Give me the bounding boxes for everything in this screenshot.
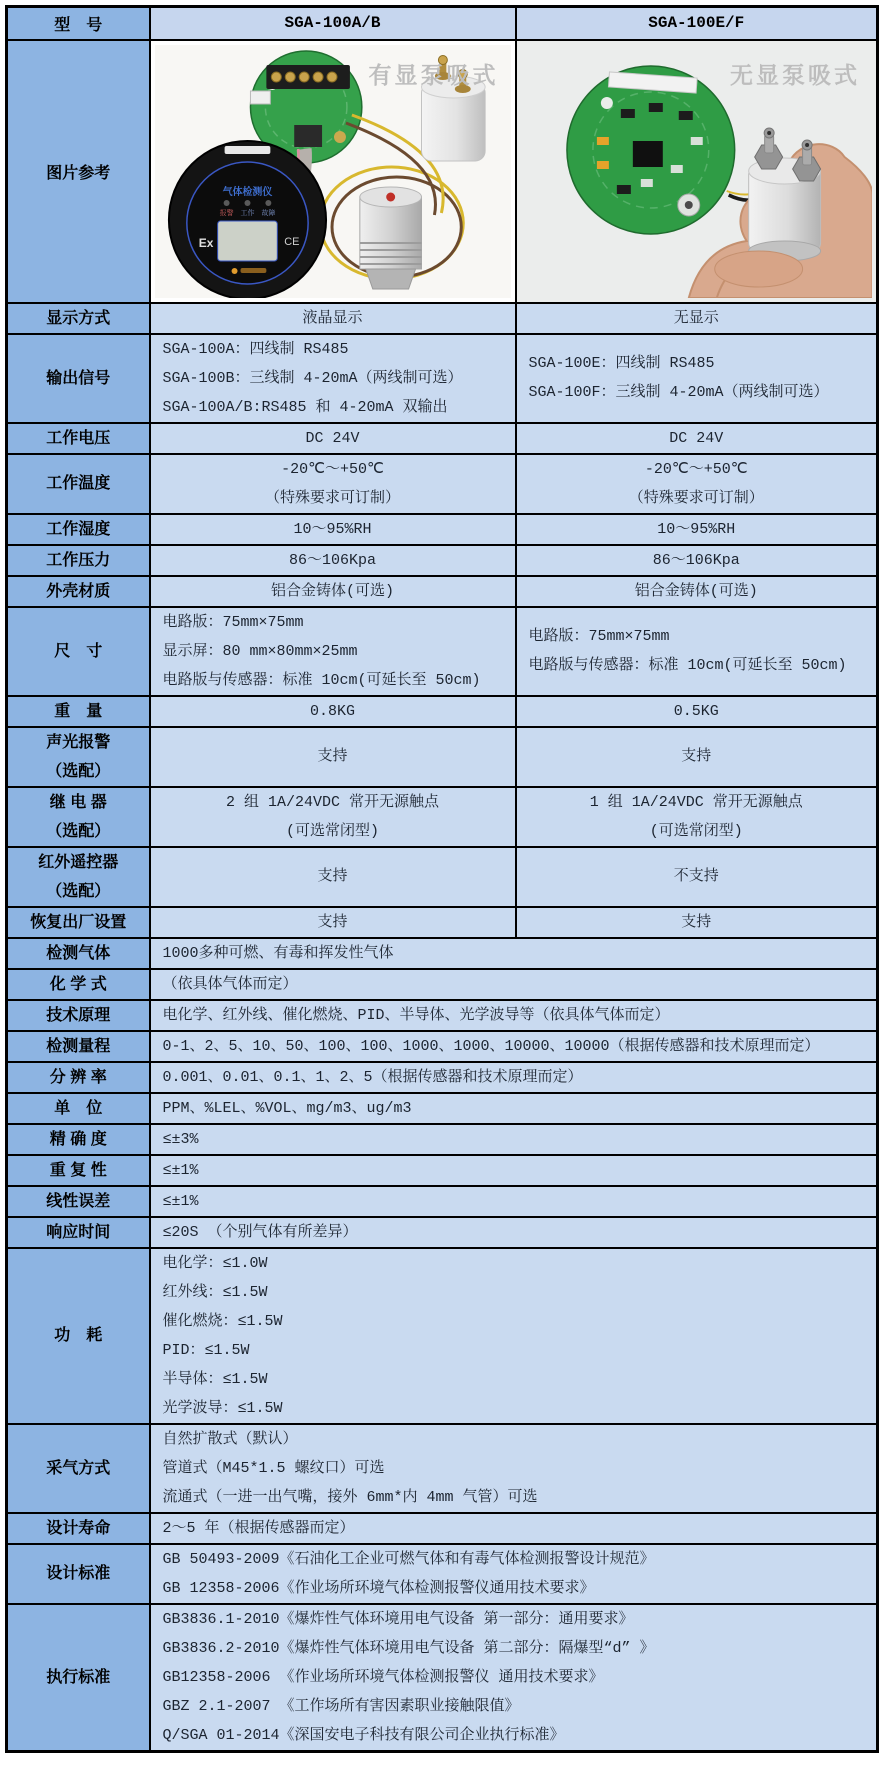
row-linearity-error xyxy=(7,1186,878,1217)
spec-value-line: 显示屏：80 mm×80mm×25mm xyxy=(162,642,358,660)
cell-shell-material-a xyxy=(150,576,516,607)
spec-value-line: ≤±1% xyxy=(162,1192,199,1210)
cell-relay-b xyxy=(516,787,878,847)
spec-value-line: SGA-100E：四线制 RS485 xyxy=(528,355,715,372)
row-label-line: 设计寿命 xyxy=(46,1519,111,1537)
row-display-mode xyxy=(7,303,878,334)
row-label-working-pressure xyxy=(7,545,150,576)
row-label-working-voltage xyxy=(7,423,150,454)
row-label-line: （选配） xyxy=(46,762,111,780)
row-label-response-time xyxy=(7,1217,150,1248)
model-row-label: 型 号 xyxy=(7,7,150,40)
ex-mark-text: Ex xyxy=(198,235,213,250)
spec-value-line: 支持 xyxy=(317,913,348,931)
watermark-right: 无显泵吸式 xyxy=(730,61,860,88)
spec-value-line: 液晶显示 xyxy=(302,309,363,327)
cell-design-standards xyxy=(150,1544,878,1604)
cell-detectable-gases xyxy=(150,938,878,969)
row-label-relay xyxy=(7,787,150,847)
row-unit xyxy=(7,1093,878,1124)
spec-value-line: GB 50493-2009《石油化工企业可燃气体和有毒气体检测报警设计规范》 xyxy=(162,1550,655,1568)
row-chemical-formula xyxy=(7,969,878,1000)
cell-shell-material-b xyxy=(516,576,878,607)
cell-output-signal-b xyxy=(516,334,878,423)
row-relay xyxy=(7,787,878,847)
cell-sound-light-alarm-a xyxy=(150,727,516,787)
row-label-repeatability xyxy=(7,1155,150,1186)
row-label-line: 恢复出厂设置 xyxy=(30,913,127,931)
cell-sampling-method xyxy=(150,1424,878,1513)
cell-resolution xyxy=(150,1062,878,1093)
row-label-working-temperature xyxy=(7,454,150,514)
cell-relay-a xyxy=(150,787,516,847)
indicator-label-alarm: 报警 xyxy=(219,209,234,217)
row-label-line: 功 耗 xyxy=(54,1327,103,1344)
spec-value-line: 2～5 年（根据传感器而定） xyxy=(162,1519,355,1537)
spec-value-line: 电路版与传感器：标准 10cm(可延长至 50cm) xyxy=(528,657,847,674)
spec-value-line: 1000多种可燃、有毒和挥发性气体 xyxy=(162,944,394,962)
row-label-line: 工作湿度 xyxy=(46,520,111,538)
row-resolution xyxy=(7,1062,878,1093)
spec-value-line: GB3836.2-2010《爆炸性气体环境用电气设备 第二部分：隔爆型“d” 》 xyxy=(162,1639,655,1657)
row-label-power-consumption xyxy=(7,1248,150,1424)
row-label-resolution xyxy=(7,1062,150,1093)
spec-value-line: DC 24V xyxy=(669,429,724,447)
photo-row xyxy=(7,40,878,303)
row-label-design-standards xyxy=(7,1544,150,1604)
cell-power-consumption xyxy=(150,1248,878,1424)
row-label-factory-reset xyxy=(7,907,150,938)
row-label-display-mode xyxy=(7,303,150,334)
indicator-label-fault: 故障 xyxy=(260,209,275,217)
spec-value-line: 自然扩散式（默认） xyxy=(162,1430,298,1448)
spec-value-line: 电路版：75mm×75mm xyxy=(162,613,304,631)
cell-display-mode-a xyxy=(150,303,516,334)
spec-value-line: （特殊要求可订制） xyxy=(264,489,400,507)
row-label-line: 重 复 性 xyxy=(49,1161,107,1179)
spec-value-line: 无显示 xyxy=(673,309,719,327)
photo-row-label: 图片参考 xyxy=(7,40,150,303)
cell-accuracy xyxy=(150,1124,878,1155)
row-factory-reset xyxy=(7,907,878,938)
spec-value-line: 铝合金铸体(可选) xyxy=(634,582,758,600)
cell-working-humidity-a xyxy=(150,514,516,545)
cell-working-voltage-a xyxy=(150,423,516,454)
cell-dimensions-a xyxy=(150,607,516,696)
row-execution-standards xyxy=(7,1604,878,1752)
row-label-output-signal xyxy=(7,334,150,423)
row-label-line: 检测量程 xyxy=(46,1037,111,1055)
row-label-line: 设计标准 xyxy=(46,1565,111,1582)
spec-value-line: 不支持 xyxy=(673,868,719,885)
row-label-line: 重 量 xyxy=(54,702,103,720)
cell-sound-light-alarm-b xyxy=(516,727,878,787)
cell-working-pressure-a xyxy=(150,545,516,576)
cell-working-voltage-b xyxy=(516,423,878,454)
spec-value-line: ≤±1% xyxy=(162,1161,199,1179)
row-working-humidity xyxy=(7,514,878,545)
row-design-life xyxy=(7,1513,878,1544)
row-sampling-method xyxy=(7,1424,878,1513)
row-label-working-humidity xyxy=(7,514,150,545)
row-label-line: 工作电压 xyxy=(46,429,111,447)
spec-value-line: 流通式（一进一出气嘴，接外 6mm*内 4mm 气管）可选 xyxy=(162,1488,538,1506)
cell-ir-remote-a xyxy=(150,847,516,907)
row-label-execution-standards xyxy=(7,1604,150,1752)
spec-value-line: GB 12358-2006《作业场所环境气体检测报警仪通用技术要求》 xyxy=(162,1579,595,1597)
spec-value-line: 电化学：≤1.0W xyxy=(162,1254,268,1272)
row-label-unit xyxy=(7,1093,150,1124)
row-label-line: 输出信号 xyxy=(46,369,111,387)
pcb-board-illustration xyxy=(566,66,734,234)
spec-value-line: 支持 xyxy=(317,748,348,765)
cell-repeatability xyxy=(150,1155,878,1186)
row-working-temperature xyxy=(7,454,878,514)
spec-value-line: 支持 xyxy=(317,868,348,885)
row-label-line: 外壳材质 xyxy=(46,582,111,600)
spec-value-line: 催化燃烧：≤1.5W xyxy=(162,1312,283,1330)
spec-value-line: 电路版与传感器：标准 10cm(可延长至 50cm) xyxy=(162,671,481,689)
row-label-line: 继 电 器 xyxy=(49,793,107,811)
ce-mark-text: CE xyxy=(283,235,299,248)
spec-value-line: 0-1、2、5、10、50、100、100、1000、1000、10000、10000（根据传感器和技术原理而定） xyxy=(162,1037,820,1055)
spec-value-line: 光学波导：≤1.5W xyxy=(162,1399,283,1417)
row-label-design-life xyxy=(7,1513,150,1544)
spec-value-line: GB3836.1-2010《爆炸性气体环境用电气设备 第一部分：通用要求》 xyxy=(162,1610,634,1628)
row-label-linearity-error xyxy=(7,1186,150,1217)
spec-value-line: GB12358-2006 《作业场所环境气体检测报警仪 通用技术要求》 xyxy=(162,1668,604,1686)
spec-value-line: SGA-100B：三线制 4-20mA（两线制可选） xyxy=(162,369,463,387)
ribbed-sensor-illustration xyxy=(359,187,421,289)
spec-value-line: SGA-100F：三线制 4-20mA（两线制可选） xyxy=(528,384,829,401)
cell-working-humidity-b xyxy=(516,514,878,545)
spec-table xyxy=(5,5,879,1753)
spec-value-line: 电化学、红外线、催化燃烧、PID、半导体、光学波导等（依具体气体而定） xyxy=(162,1006,670,1024)
cell-working-temperature-a xyxy=(150,454,516,514)
row-label-line: 精 确 度 xyxy=(49,1130,107,1148)
row-label-chemical-formula xyxy=(7,969,150,1000)
row-label-line: 响应时间 xyxy=(46,1223,111,1241)
spec-value-line: 1 组 1A/24VDC 常开无源触点 xyxy=(589,793,803,811)
spec-value-line: 支持 xyxy=(681,913,712,931)
model-b-header: SGA-100E/F xyxy=(516,7,878,40)
row-label-weight xyxy=(7,696,150,727)
watermark-left: 有显泵吸式 xyxy=(368,61,499,88)
cell-response-time xyxy=(150,1217,878,1248)
row-label-ir-remote xyxy=(7,847,150,907)
spec-value-line: 支持 xyxy=(681,748,712,765)
model-a-header: SGA-100A/B xyxy=(150,7,516,40)
cell-design-life xyxy=(150,1513,878,1544)
row-dimensions xyxy=(7,607,878,696)
header-row xyxy=(7,7,878,40)
cell-weight-b xyxy=(516,696,878,727)
row-label-line: 化 学 式 xyxy=(49,975,107,993)
row-design-standards xyxy=(7,1544,878,1604)
spec-value-line: -20℃～+50℃ xyxy=(281,460,384,478)
spec-value-line: 2 组 1A/24VDC 常开无源触点 xyxy=(225,793,440,811)
spec-value-line: SGA-100A：四线制 RS485 xyxy=(162,340,349,358)
row-label-line: 红外遥控器 xyxy=(38,853,119,871)
row-label-technical-principle xyxy=(7,1000,150,1031)
spec-value-line: PPM、%LEL、%VOL、mg/m3、ug/m3 xyxy=(162,1099,412,1117)
row-label-detection-range xyxy=(7,1031,150,1062)
gauge-title-text: 气体检测仪 xyxy=(222,186,272,198)
spec-value-line: 0.001、0.01、0.1、1、2、5（根据传感器和技术原理而定） xyxy=(162,1068,583,1086)
row-output-signal xyxy=(7,334,878,423)
row-shell-material xyxy=(7,576,878,607)
cell-working-pressure-b xyxy=(516,545,878,576)
row-sound-light-alarm xyxy=(7,727,878,787)
row-detection-range xyxy=(7,1031,878,1062)
spec-value-line: (可选常闭型) xyxy=(285,822,379,840)
spec-value-line: （特殊要求可订制） xyxy=(628,489,764,507)
row-label-line: 技术原理 xyxy=(46,1006,111,1024)
row-technical-principle xyxy=(7,1000,878,1031)
row-label-shell-material xyxy=(7,576,150,607)
row-working-pressure xyxy=(7,545,878,576)
spec-value-line: 0.8KG xyxy=(309,702,355,720)
spec-value-line: 管道式（M45*1.5 螺纹口）可选 xyxy=(162,1459,385,1477)
display-gauge-illustration xyxy=(168,141,325,298)
spec-value-line: PID：≤1.5W xyxy=(162,1341,250,1359)
row-label-line: 执行标准 xyxy=(46,1668,111,1686)
cell-execution-standards xyxy=(150,1604,878,1752)
row-label-line: （选配） xyxy=(46,882,111,900)
cell-linearity-error xyxy=(150,1186,878,1217)
row-ir-remote xyxy=(7,847,878,907)
row-label-sampling-method xyxy=(7,1424,150,1513)
spec-value-line: GBZ 2.1-2007 《工作场所有害因素职业接触限值》 xyxy=(162,1697,520,1715)
row-label-line: 显示方式 xyxy=(46,309,111,327)
cell-technical-principle xyxy=(150,1000,878,1031)
cell-chemical-formula xyxy=(150,969,878,1000)
spec-value-line: 10～95%RH xyxy=(657,520,736,538)
spec-rows-body xyxy=(7,303,878,1752)
cell-output-signal-a xyxy=(150,334,516,423)
row-label-line: 尺 寸 xyxy=(54,642,103,660)
spec-value-line: (可选常闭型) xyxy=(649,822,743,840)
row-label-line: 线性误差 xyxy=(46,1192,111,1210)
cell-display-mode-b xyxy=(516,303,878,334)
row-repeatability xyxy=(7,1155,878,1186)
spec-value-line: ≤±3% xyxy=(162,1130,199,1148)
cell-factory-reset-a xyxy=(150,907,516,938)
cell-weight-a xyxy=(150,696,516,727)
spec-value-line: 半导体：≤1.5W xyxy=(162,1370,268,1388)
spec-value-line: 电路版：75mm×75mm xyxy=(528,628,670,645)
row-label-line: 分 辨 率 xyxy=(49,1068,107,1086)
spec-value-line: SGA-100A/B:RS485 和 4-20mA 双输出 xyxy=(162,398,448,416)
spec-value-line: 0.5KG xyxy=(673,702,719,720)
row-detectable-gases xyxy=(7,938,878,969)
spec-value-line: -20℃～+50℃ xyxy=(644,460,748,478)
cell-factory-reset-b xyxy=(516,907,878,938)
photo-sga-100ef xyxy=(516,40,878,303)
row-label-line: （选配） xyxy=(46,822,111,840)
row-response-time xyxy=(7,1217,878,1248)
row-label-line: 单 位 xyxy=(54,1099,103,1117)
spec-value-line: 86～106Kpa xyxy=(288,551,376,569)
cell-detection-range xyxy=(150,1031,878,1062)
row-label-dimensions xyxy=(7,607,150,696)
row-label-line: 工作压力 xyxy=(46,551,111,569)
spec-value-line: 10～95%RH xyxy=(293,520,372,538)
cell-dimensions-b xyxy=(516,607,878,696)
row-label-line: 采气方式 xyxy=(46,1459,111,1477)
row-label-line: 声光报警 xyxy=(46,733,111,751)
cell-ir-remote-b xyxy=(516,847,878,907)
spec-value-line: 红外线：≤1.5W xyxy=(162,1283,268,1301)
row-label-accuracy xyxy=(7,1124,150,1155)
indicator-label-work: 工作 xyxy=(240,209,254,217)
spec-value-line: DC 24V xyxy=(305,429,360,447)
finger-illustration xyxy=(714,251,802,287)
cell-unit xyxy=(150,1093,878,1124)
row-accuracy xyxy=(7,1124,878,1155)
row-label-line: 工作温度 xyxy=(46,475,111,492)
row-weight xyxy=(7,696,878,727)
row-working-voltage xyxy=(7,423,878,454)
row-label-sound-light-alarm xyxy=(7,727,150,787)
spec-value-line: Q/SGA 01-2014《深国安电子科技有限公司企业执行标准》 xyxy=(162,1726,565,1744)
spec-value-line: （依具体气体而定） xyxy=(162,975,298,993)
row-label-line: 检测气体 xyxy=(46,944,111,962)
spec-value-line: 铝合金铸体(可选) xyxy=(270,582,394,600)
spec-value-line: ≤20S （个别气体有所差异） xyxy=(162,1223,358,1241)
row-power-consumption xyxy=(7,1248,878,1424)
row-label-detectable-gases xyxy=(7,938,150,969)
cell-working-temperature-b xyxy=(516,454,878,514)
photo-sga-100ab xyxy=(150,40,516,303)
spec-value-line: 86～106Kpa xyxy=(652,551,740,569)
